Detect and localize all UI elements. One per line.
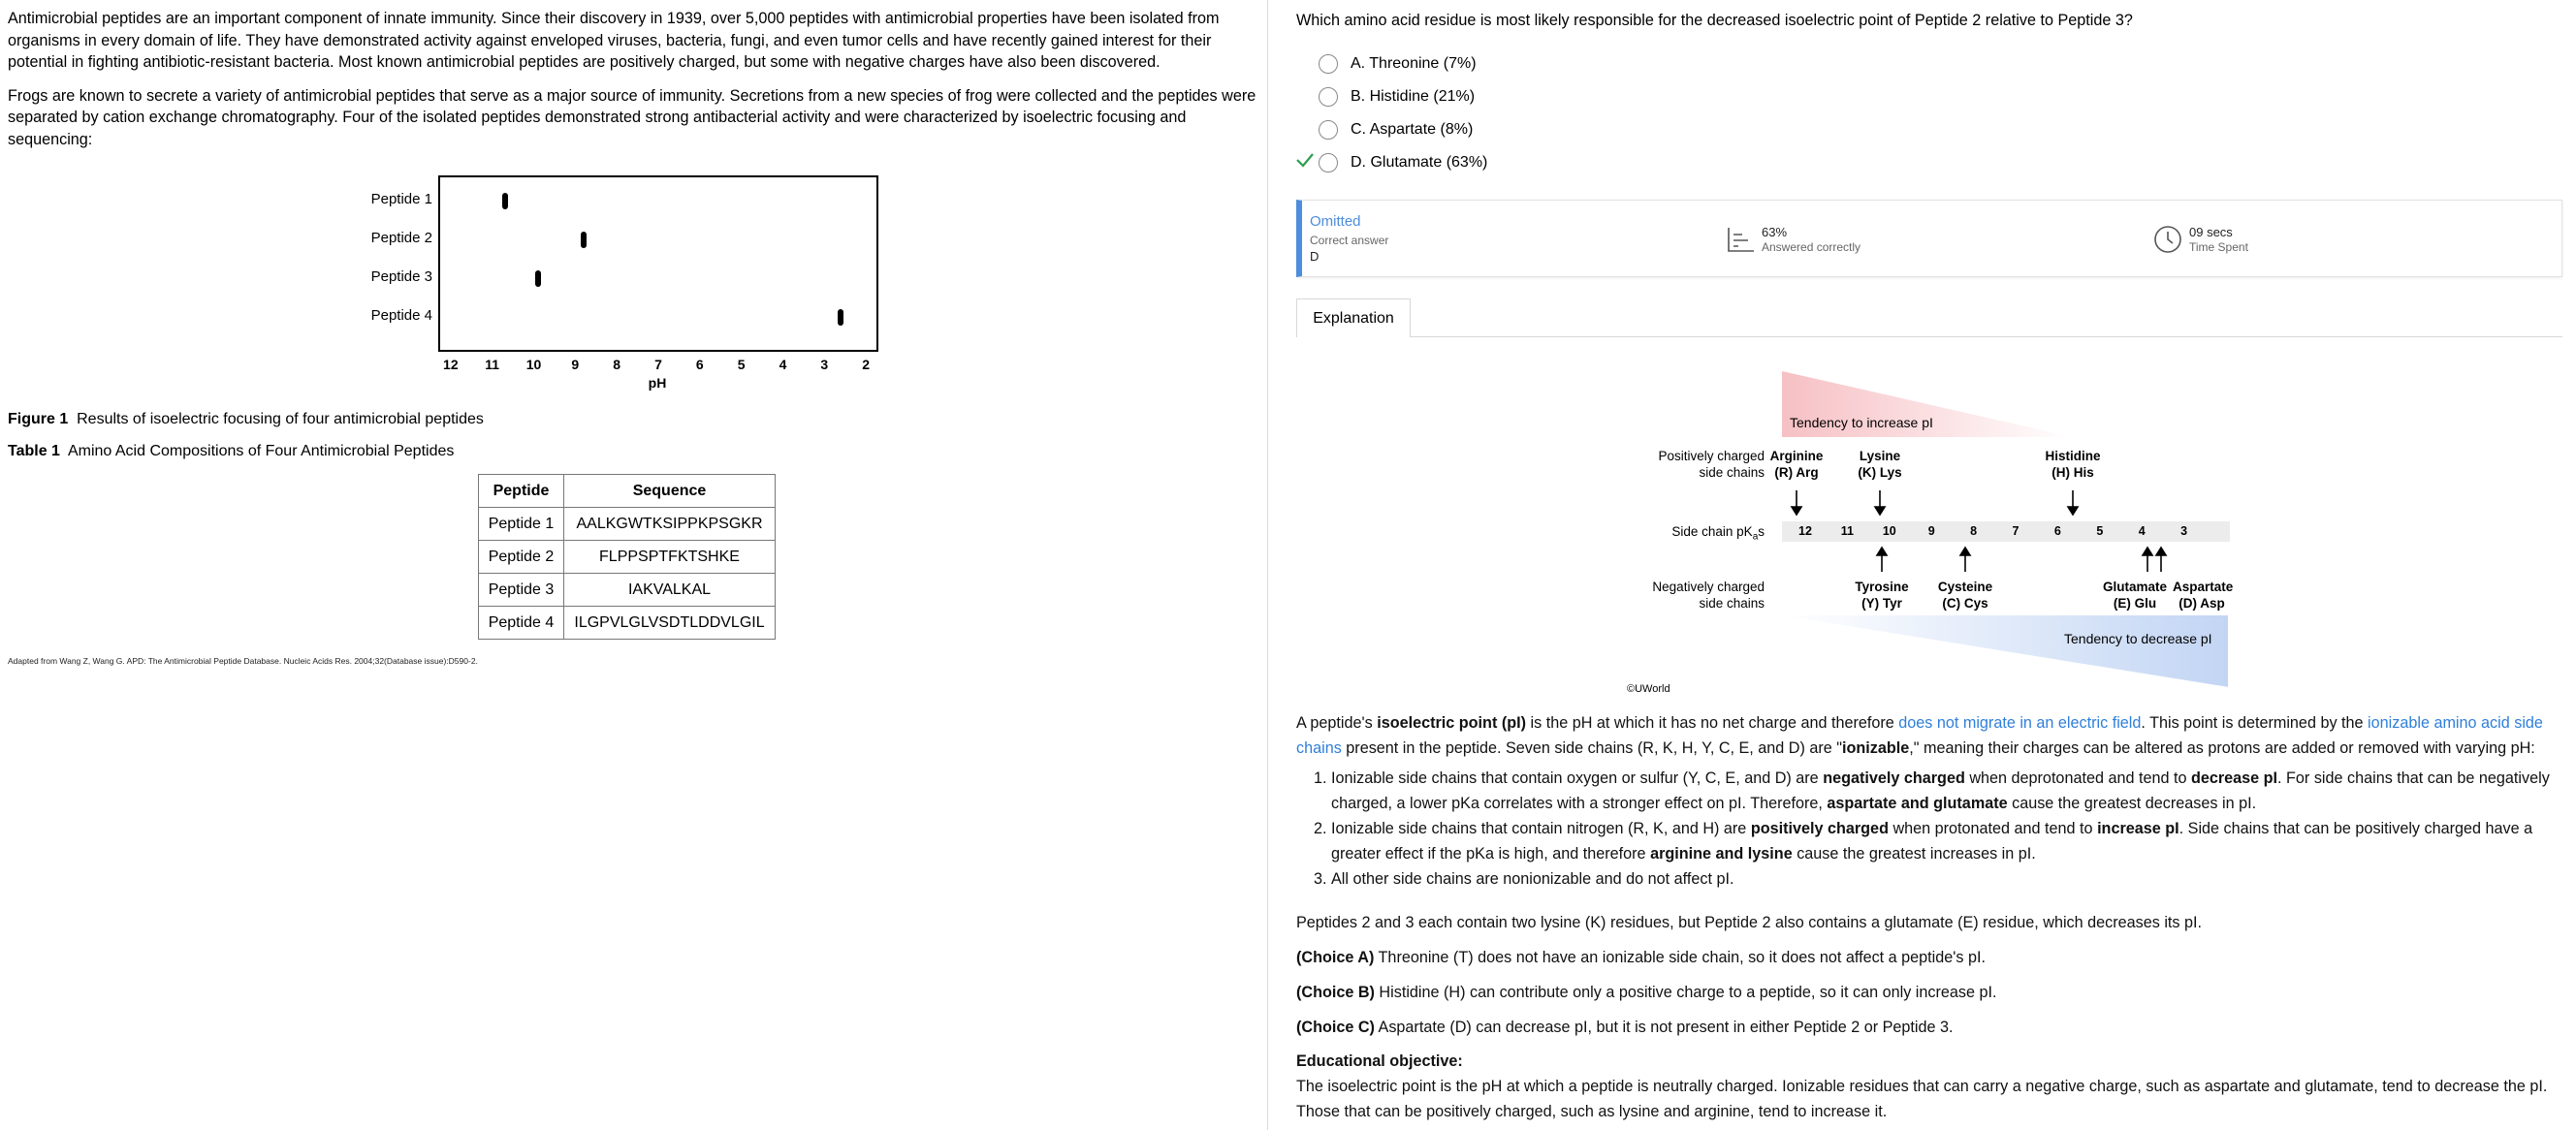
aa-histidine	[2034, 448, 2112, 481]
text: Ionizable side chains that contain nitrogen (R, K, and H) are	[1331, 820, 1751, 837]
table-row	[479, 508, 776, 541]
pka-tick: 4	[2138, 524, 2146, 538]
down-arrow	[1792, 507, 1801, 515]
decrease-pi-label: Tendency to decrease pI	[2064, 631, 2212, 646]
choice-d[interactable]	[1319, 151, 1487, 174]
passage-pane	[0, 0, 1267, 1130]
pka-suffix: s	[1758, 524, 1765, 539]
correct-answer-label: Correct answer	[1310, 234, 1389, 247]
bold-text: decrease pI	[2190, 769, 2278, 787]
peptide-band	[838, 309, 843, 326]
positive-chains-line-2: side chains	[1699, 465, 1765, 480]
text: Histidine (H) can contribute only a positive charge to a peptide, so it can only increase pI.	[1374, 984, 1997, 1001]
pka-tick: 5	[2096, 524, 2104, 538]
aa-name: Cysteine	[1937, 580, 1993, 594]
figure-x-tick: 7	[654, 357, 662, 372]
table-caption-label: Table 1	[8, 443, 60, 459]
bold-text: aspartate and glutamate	[1827, 795, 2008, 812]
pka-tick: 8	[1970, 524, 1978, 538]
aa-name: Histidine	[2045, 449, 2101, 463]
text: when protonated and tend to	[1888, 820, 2098, 837]
figure-x-tick: 10	[525, 357, 542, 372]
passage-paragraph-2: Frogs are known to secrete a variety of antimicrobial peptides that serve as a major source of immunity. Secretions from a new species of frog were collected and the peptides were separated by cation exchange chromatography. Four of the isolated peptides demonstrated strong antibacterial activity and were characterized by isoelectric focusing and sequencing:	[8, 86, 1256, 148]
table-cell-sequence: FLPPSPTFKTSHKE	[564, 541, 776, 574]
table-cell-peptide: Peptide 4	[479, 607, 564, 640]
pka-tick: 10	[1882, 524, 1896, 538]
choice-label: (Choice B)	[1296, 984, 1375, 1001]
up-arrow	[1877, 548, 1887, 555]
aa-name: Aspartate	[2173, 580, 2234, 594]
radio-button[interactable]	[1319, 120, 1338, 140]
bold-text: negatively charged	[1823, 769, 1965, 787]
time-spent-label: Time Spent	[2189, 240, 2248, 254]
text: present in the peptide. Seven side chains (R, K, H, Y, C, E, and D) are "	[1341, 739, 1843, 757]
passage	[8, 8, 1259, 150]
list-item	[1331, 766, 2562, 816]
figure-x-tick: 8	[613, 357, 621, 372]
choice-b-explanation	[1296, 980, 2562, 1005]
correct-answer-value: D	[1310, 249, 1320, 264]
aa-abbr: (Y) Tyr	[1861, 596, 1902, 611]
pka-tick: 3	[2180, 524, 2188, 538]
aa-arginine	[1758, 448, 1835, 481]
aa-abbr: (R) Arg	[1774, 465, 1819, 480]
explanation-list	[1312, 766, 2562, 892]
aa-name: Arginine	[1769, 449, 1824, 463]
figure-caption	[8, 411, 484, 428]
table-cell-peptide: Peptide 2	[479, 541, 564, 574]
pka-diagram	[1627, 371, 2234, 701]
figure-caption-text: Results of isoelectric focusing of four antimicrobial peptides	[77, 411, 484, 427]
radio-button[interactable]	[1319, 54, 1338, 74]
bold-text: positively charged	[1750, 820, 1889, 837]
down-arrow	[1875, 507, 1885, 515]
pka-tick: 6	[2053, 524, 2061, 538]
figure-row-label: Peptide 2	[370, 230, 432, 246]
table-header: Sequence	[564, 475, 776, 508]
list-item	[1331, 866, 2562, 892]
question-stem: Which amino acid residue is most likely responsible for the decreased isoelectric point of Peptide 2 relative to Peptide 3?	[1296, 12, 2133, 29]
sequence-table	[478, 474, 776, 640]
negative-chains-label	[1629, 579, 1765, 612]
table-caption	[8, 443, 454, 460]
aa-lysine	[1841, 448, 1919, 481]
aa-abbr: (D) Asp	[2178, 596, 2225, 611]
up-arrow	[2156, 548, 2166, 555]
table-row	[479, 574, 776, 607]
figure-x-tick: 4	[779, 357, 787, 372]
pka-tick: 12	[1798, 524, 1812, 538]
figure-x-tick: 12	[443, 357, 459, 372]
pka-tick: 11	[1840, 524, 1854, 538]
up-arrow	[2143, 548, 2152, 555]
peptide-band	[502, 193, 508, 209]
bold-text: isoelectric point (pI)	[1377, 714, 1527, 732]
table-header-row	[479, 475, 776, 508]
peptide-band	[581, 232, 587, 248]
bar-chart-icon	[1725, 224, 1756, 255]
choice-label: A. Threonine (7%)	[1351, 55, 1477, 72]
table-cell-sequence: AALKGWTKSIPPKPSGKR	[564, 508, 776, 541]
text: cause the greatest decreases in pI.	[2007, 795, 2257, 812]
table-cell-peptide: Peptide 1	[479, 508, 564, 541]
pka-text: Side chain pK	[1671, 524, 1753, 539]
figure-row-label: Peptide 3	[370, 268, 432, 285]
table-caption-text: Amino Acid Compositions of Four Antimicrobial Peptides	[67, 443, 455, 459]
objective-label: Educational objective:	[1296, 1052, 1463, 1070]
aa-glutamate	[2096, 579, 2174, 612]
text: Threonine (T) does not have an ionizable side chain, so it does not affect a peptide's pI.	[1374, 949, 1986, 966]
down-arrow	[2068, 507, 2078, 515]
peptide-band	[535, 270, 541, 287]
text: Aspartate (D) can decrease pI, but it is not present in either Peptide 2 or Peptide 3.	[1374, 1019, 1954, 1036]
aa-tyrosine	[1843, 579, 1921, 612]
negative-chains-line-2: side chains	[1699, 596, 1765, 611]
pka-tick: 9	[1927, 524, 1935, 538]
choice-a-explanation	[1296, 945, 2562, 970]
figure-x-tick: 2	[862, 357, 871, 372]
aa-abbr: (H) His	[2051, 465, 2094, 480]
table-row	[479, 541, 776, 574]
choice-c[interactable]	[1319, 118, 1473, 141]
up-arrow	[1960, 548, 1970, 555]
bold-text: arginine and lysine	[1650, 845, 1793, 863]
text: All other side chains are nonionizable and do not affect pI.	[1331, 870, 1734, 888]
figure-row-label: Peptide 1	[370, 191, 432, 207]
radio-button[interactable]	[1319, 87, 1338, 107]
answer-stats-card	[1296, 200, 2562, 277]
text: . Side chains that can be positively charged have a greater effect if the pKa is high, and therefore	[1331, 820, 2533, 863]
aa-abbr: (K) Lys	[1858, 465, 1902, 480]
negative-chains-line-1: Negatively charged	[1652, 580, 1765, 594]
bold-text: ionizable	[1842, 739, 1910, 757]
tab-divider	[1411, 336, 2562, 337]
figure-row-label: Peptide 4	[370, 307, 432, 324]
figure-1	[359, 175, 882, 393]
citation: Adapted from Wang Z, Wang G. APD: The Antimicrobial Peptide Database. Nucleic Acids Res. 2004;32(Database issue):D590-2.	[8, 656, 478, 666]
text: cause the greatest increases in pI.	[1792, 845, 2036, 863]
aa-name: Glutamate	[2102, 580, 2168, 594]
time-spent-stat	[2152, 224, 2248, 255]
table-cell-sequence: IAKVALKAL	[564, 574, 776, 607]
percent-correct-value: 63%	[1762, 225, 1788, 239]
text: when deprotonated and tend to	[1964, 769, 2191, 787]
aa-cysteine	[1926, 579, 2004, 612]
bold-text: increase pI	[2097, 820, 2179, 837]
table-cell-peptide: Peptide 3	[479, 574, 564, 607]
text: Ionizable side chains that contain oxygen or sulfur (Y, C, E, and D) are	[1331, 769, 1824, 787]
text: . This point is determined by the	[2141, 714, 2369, 732]
aa-name: Tyrosine	[1855, 580, 1909, 594]
choice-label: C. Aspartate (8%)	[1351, 121, 1474, 138]
figure-x-label: pH	[648, 375, 667, 391]
figure-x-tick: 11	[485, 357, 500, 372]
link-electric-field[interactable]: does not migrate in an electric field	[1898, 714, 2142, 732]
choice-label: (Choice A)	[1296, 949, 1375, 966]
choice-b[interactable]	[1319, 85, 1475, 109]
aa-name: Lysine	[1859, 449, 1901, 463]
clock-icon	[2152, 224, 2183, 255]
figure-x-tick: 6	[695, 357, 704, 372]
copyright: ©UWorld	[1627, 683, 1670, 695]
percent-correct-stat	[1725, 224, 1860, 255]
link-ionizable-side-chains[interactable]: ionizable amino acid side chains	[1296, 714, 2543, 757]
question-pane	[1268, 0, 2576, 1130]
choice-label: (Choice C)	[1296, 1019, 1375, 1036]
aa-abbr: (C) Cys	[1942, 596, 1988, 611]
figure-x-tick: 3	[820, 357, 829, 372]
educational-objective	[1296, 1049, 2562, 1124]
decrease-wedge	[1782, 615, 2228, 687]
text: is the pH at which it has no net charge and therefore	[1526, 714, 1899, 732]
passage-paragraph-1: Antimicrobial peptides are an important component of innate immunity. Since their discovery in 1939, over 5,000 peptides with antimicrobial properties have been isolated from organisms in every domain of life. They have demonstrated activity against enveloped viruses, bacteria, fungi, and even tumor cells and have recently gained interest for their potential in fighting antibiotic-resistant bacteria. Most known antimicrobial peptides are positively charged, but some with negative charges have also been discovered.	[8, 10, 1220, 71]
choice-label: D. Glutamate (63%)	[1351, 154, 1488, 171]
table-header: Peptide	[479, 475, 564, 508]
positive-chains-label	[1629, 448, 1765, 481]
time-spent-value: 09 secs	[2189, 225, 2233, 239]
explanation-intro	[1296, 710, 2562, 761]
figure-x-tick: 9	[571, 357, 580, 372]
aa-abbr: (E) Glu	[2113, 596, 2157, 611]
table-cell-sequence: ILGPVLGLVSDTLDDVLGIL	[564, 607, 776, 640]
objective-text: The isoelectric point is the pH at which a peptide is neutrally charged. Ionizable residues that can carry a negative charge, such as aspartate and glutamate, tend to decrease the pI. Those that can be positively charged, such as lysine and arginine, tend to increase it.	[1296, 1078, 2548, 1120]
increase-pi-label: Tendency to increase pI	[1790, 415, 1933, 430]
text: A peptide's	[1296, 714, 1378, 732]
tab-explanation[interactable]: Explanation	[1296, 298, 1411, 337]
choice-label: B. Histidine (21%)	[1351, 88, 1476, 105]
choice-a[interactable]	[1319, 52, 1477, 76]
figure-x-tick: 5	[737, 357, 746, 372]
pka-tick: 7	[2012, 524, 2019, 538]
pka-axis-label	[1629, 523, 1765, 546]
list-item	[1331, 816, 2562, 866]
aa-aspartate	[2173, 579, 2234, 612]
percent-correct-label: Answered correctly	[1762, 240, 1861, 254]
pka-subscript: a	[1752, 531, 1759, 543]
figure-caption-label: Figure 1	[8, 411, 69, 427]
explanation-para-2: Peptides 2 and 3 each contain two lysine (K) residues, but Peptide 2 also contains a glutamate (E) residue, which decreases its pI.	[1296, 914, 2202, 931]
choice-c-explanation	[1296, 1015, 2562, 1040]
text: . For side chains that can be negatively charged, a lower pKa correlates with a stronger effect on pI. Therefore,	[1331, 769, 2550, 812]
radio-button[interactable]	[1319, 153, 1338, 173]
text: ," meaning their charges can be altered as protons are added or removed with varying pH:	[1909, 739, 2535, 757]
table-row	[479, 607, 776, 640]
positive-chains-line-1: Positively charged	[1658, 449, 1765, 463]
correct-check-icon	[1295, 150, 1315, 170]
answer-status: Omitted	[1310, 213, 1361, 230]
